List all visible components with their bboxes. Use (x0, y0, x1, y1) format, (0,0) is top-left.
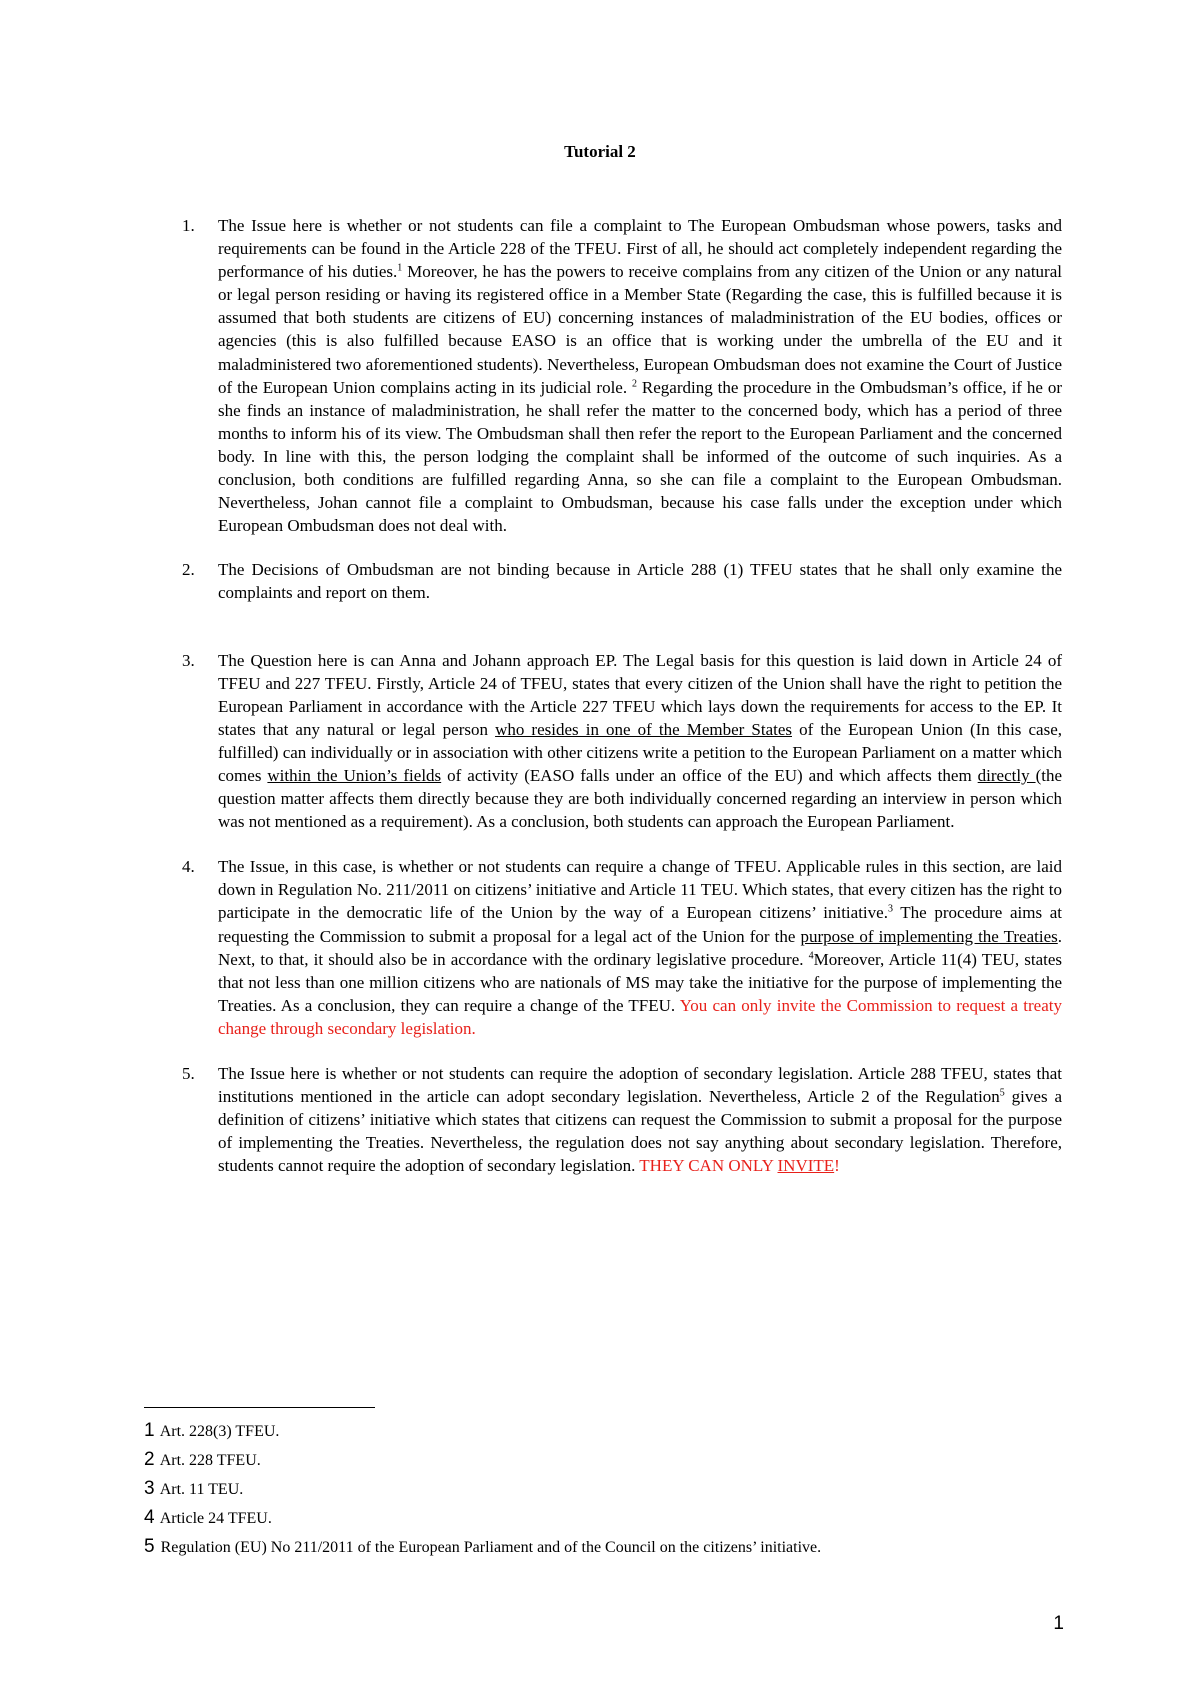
item-text: The procedure aims at requesting the Commission to submit a proposal for a legal act of the Union for the (218, 903, 1062, 946)
red-annotation: You can only invite the Commission to request a treaty change through secondary legislation. (218, 995, 1062, 1038)
item-text: of activity (EASO falls under an office of the EU) and which affects them (441, 765, 978, 785)
footnote (144, 1416, 1044, 1445)
item-text: The Issue here is whether or not students can require the adoption of secondary legislation. Article 288 TFEU, states that institutions mentioned in the article can adopt secondary legislation. Nevertheless, Article 2 of the Regulation (218, 1064, 1062, 1107)
red-annotation-underlined: INVITE (777, 1156, 835, 1176)
footnote-number: 4 (144, 1507, 155, 1528)
footnote-reference[interactable]: 5 (999, 1087, 1005, 1099)
footnote-reference[interactable]: 1 (397, 262, 403, 274)
footnote-separator (144, 1407, 375, 1408)
footnote (144, 1532, 1044, 1561)
underlined-phrase: within the Union’s fields (267, 765, 442, 785)
item-text: (the question matter affects them directly because they are both individually concerned regarding an interview in person which was not mentioned as a requirement). As a conclusion, both students can approach the European Parliament. (218, 765, 1062, 832)
item-number: 3. (182, 650, 195, 670)
item-text: The Issue, in this case, is whether or not students can require a change of TFEU. Applicable rules in this section, are laid down in Regulation No. 211/2011 on citizens’ initiative and Article 11 TEU. Which states, that every citizen has the right to participate in the democratic life of the Union by the way of a European citizens’ initiative. (218, 857, 1062, 923)
item-text: Regarding the procedure in the Ombudsman’s office, if he or she finds an instance of maladministration, he shall refer the matter to the concerned body, which has a period of three months to inform his of its view. The Ombudsman shall then refer the report to the European Parliament and the concerned body. In line with this, the person lodging the complaint shall be informed of the outcome of such inquiries. As a conclusion, both conditions are fulfilled regarding Anna, so she can file a complaint to the European Ombudsman. Nevertheless, Johan cannot file a complaint to Ombudsman, because his case falls under the exception under which European Ombudsman does not deal with. (218, 377, 1062, 536)
footnote (144, 1474, 1044, 1503)
underlined-phrase: purpose of implementing the Treaties (800, 926, 1058, 946)
footnote-number: 5 (144, 1536, 155, 1557)
list-item (182, 1062, 1062, 1177)
page-number: 1 (1053, 1613, 1064, 1634)
red-annotation: THEY CAN ONLY (639, 1156, 778, 1176)
footnote-text: Regulation (EU) No 211/2011 of the European Parliament and of the Council on the citizens’ initiative. (160, 1539, 822, 1556)
footnote-text: Article 24 TFEU. (159, 1510, 272, 1527)
item-text: of the European Union (In this case, fulfilled) can individually or in association with other citizens write a petition to the European Parliament on a matter which comes (218, 719, 1062, 785)
item-text: gives a definition of citizens’ initiative which states that citizens can request the Commission to submit a proposal for the purpose of implementing the Treaties. Nevertheless, the regulation does not say anything about secondary legislation. Therefore, students cannot require the adoption of secondary legislation. (218, 1087, 1062, 1176)
item-number: 4. (182, 857, 195, 877)
item-text: . Next, to that, it should also be in accordance with the ordinary legislative procedure. (218, 926, 1062, 969)
footnote-number: 3 (144, 1478, 155, 1499)
footnote (144, 1503, 1044, 1532)
footnote-reference[interactable]: 2 (632, 378, 637, 389)
item-text: Moreover, Article 11(4) TEU, states that not less than one million citizens who are nationals of MS may take the initiative for the purpose of implementing the Treaties. As a conclusion, they can require a change of the TFEU. (218, 949, 1062, 1015)
item-number: 2. (182, 560, 195, 580)
item-text: The Decisions of Ombudsman are not binding because in Article 288 (1) TFEU states that he shall only examine the complaints and report on them. (218, 560, 1062, 603)
footnote-text: Art. 11 TEU. (159, 1481, 244, 1498)
underlined-phrase: who resides in one of the Member States (495, 719, 792, 739)
underlined-phrase: directly (977, 765, 1036, 785)
list-item (182, 558, 1062, 604)
list-item (182, 855, 1062, 1040)
footnotes (144, 1416, 1044, 1561)
document-title: Tutorial 2 (564, 142, 636, 161)
red-annotation: ! (834, 1156, 840, 1176)
footnote-number: 2 (144, 1449, 155, 1470)
item-text: The Issue here is whether or not students can file a complaint to The European Ombudsman whose powers, tasks and requirements can be found in the Article 228 of the TFEU. First of all, he should act completely independent regarding the performance of his duties. (218, 216, 1062, 282)
footnote-reference[interactable]: 4 (808, 949, 814, 961)
footnote-reference[interactable]: 3 (887, 903, 893, 915)
list-item (182, 214, 1062, 537)
item-number: 1. (182, 216, 195, 235)
item-text: The Question here is can Anna and Johann approach EP. The Legal basis for this question is laid down in Article 24 of TFEU and 227 TFEU. Firstly, Article 24 of TFEU, states that every citizen of the Union shall have the right to petition the European Parliament in accordance with the Article 227 TFEU which lays down the requirements for access to the EP. It states that any natural or legal person (218, 650, 1062, 739)
item-number: 5. (182, 1064, 195, 1083)
footnote-text: Art. 228 TFEU. (159, 1452, 261, 1469)
footnote (144, 1445, 1044, 1474)
item-text: Moreover, he has the powers to receive complains from any citizen of the Union or any natural or legal person residing or having its registered office in a Member State (Regarding the case, this is fulfilled because it is assumed that both students are citizens of EU) concerning instances of maladministration of the EU bodies, offices or agencies (this is also fulfilled because EASO is an office that is working under the umbrella of the EU and it maladministered two aforementioned students). Nevertheless, European Ombudsman does not examine the Court of Justice of the European Union complains acting in its judicial role. (218, 262, 1062, 397)
footnote-number: 1 (144, 1420, 155, 1441)
numbered-list (182, 214, 1062, 1177)
footnote-text: Art. 228(3) TFEU. (159, 1423, 280, 1440)
list-item (182, 649, 1062, 834)
